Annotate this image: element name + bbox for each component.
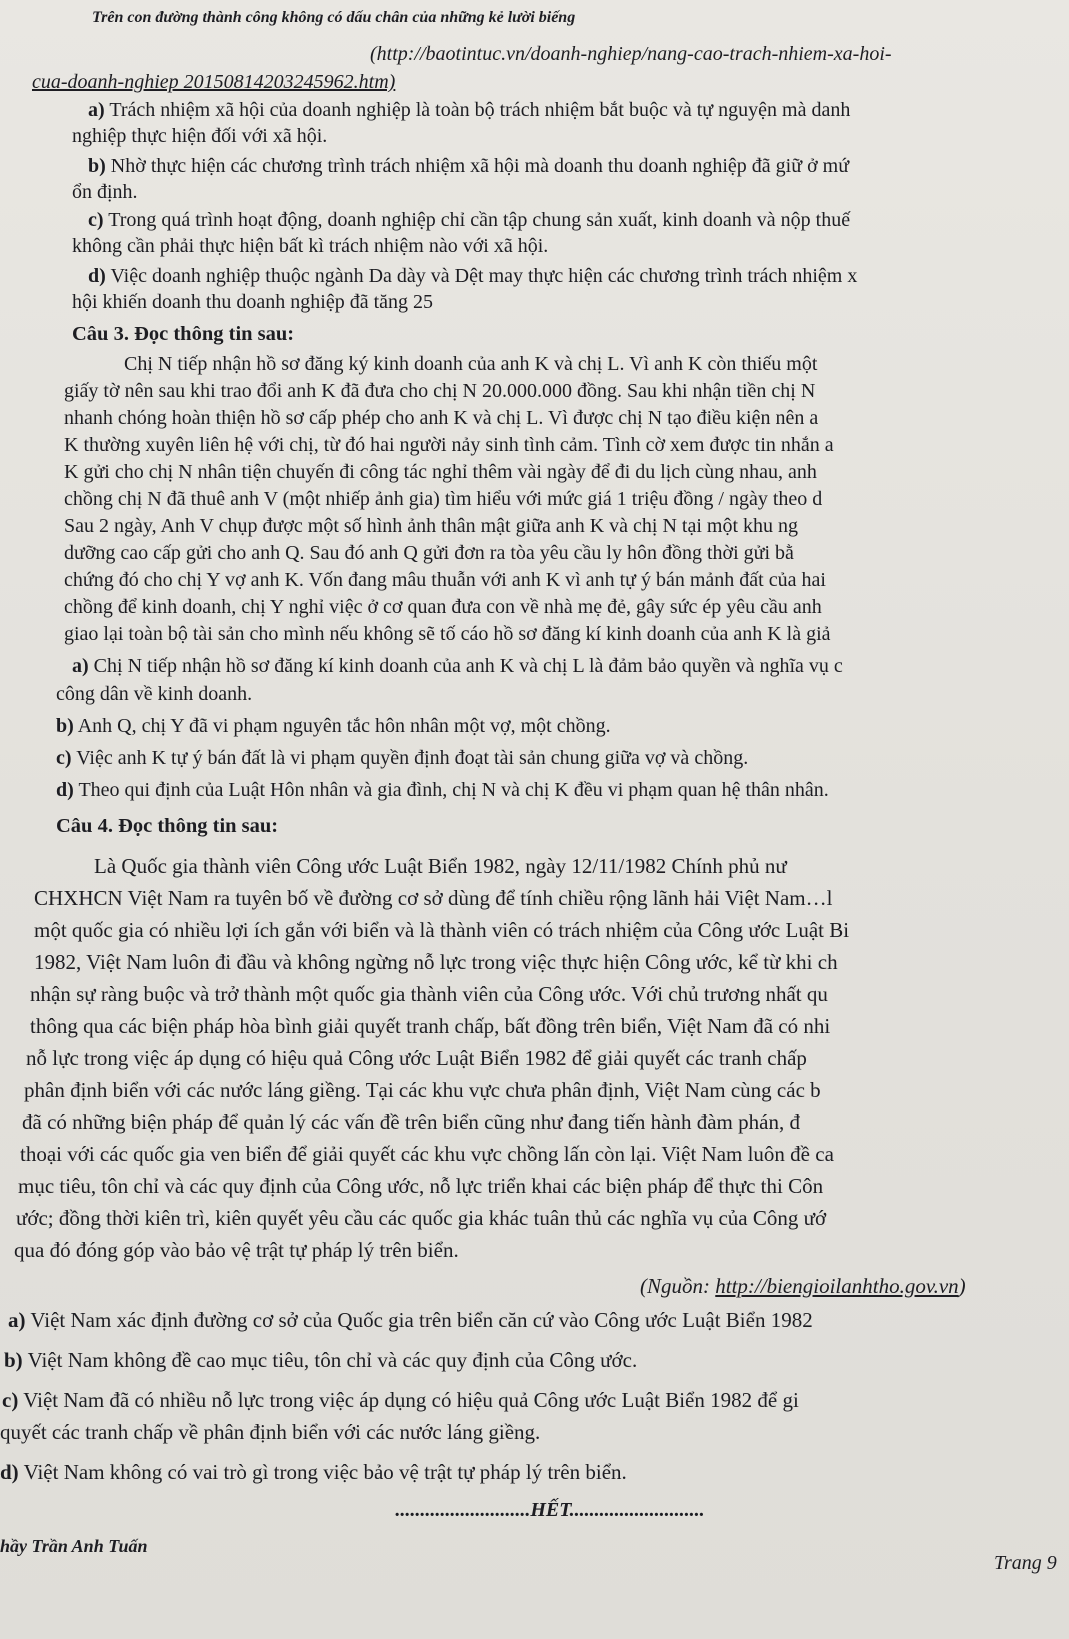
option-label: d) xyxy=(88,265,106,287)
q4-option-c xyxy=(2,1386,1069,1414)
q4-passage-line: ước; đồng thời kiên trì, kiên quyết yêu cầu các quốc gia khác tuân thủ các nghĩa vụ của Công ướ xyxy=(16,1206,827,1230)
q3-passage-line: chồng để kinh doanh, chị Y nghỉ việc ở cơ quan đưa con về nhà mẹ đẻ, gây sức ép yêu cầu anh xyxy=(64,596,822,618)
q3-passage-line: chồng chị N đã thuê anh V (một nhiếp ảnh gia) tìm hiểu với mức giá 1 triệu đồng / ngày theo d xyxy=(64,488,823,510)
option-label: a) xyxy=(88,99,105,121)
q4-passage-line: một quốc gia có nhiều lợi ích gắn với biển và là thành viên có trách nhiệm của Công ước Luật Bi xyxy=(34,918,850,942)
option-text: Anh Q, chị Y đã vi phạm nguyên tắc hôn nhân một vợ, một chồng. xyxy=(77,715,611,737)
q4-option-c-cont: quyết các tranh chấp về phân định biển với các nước láng giềng. xyxy=(0,1420,541,1444)
source-url-link[interactable]: http://biengioilanhtho.gov.vn xyxy=(715,1274,959,1298)
q2-option-b-cont: ổn định. xyxy=(72,181,138,203)
source-suffix: ) xyxy=(958,1274,966,1298)
option-label: b) xyxy=(4,1348,23,1372)
option-text: Việc anh K tự ý bán đất là vi phạm quyền định đoạt tài sản chung giữa vợ và chồng. xyxy=(76,747,749,769)
q2-option-c-cont: không cần phải thực hiện bất kì trách nhiệm nào với xã hội. xyxy=(72,235,549,257)
source-link-line1[interactable]: (http://baotintuc.vn/doanh-nghiep/nang-cao-trach-nhiem-xa-hoi- xyxy=(370,43,892,65)
option-label: a) xyxy=(72,655,89,677)
q4-passage-line: thông qua các biện pháp hòa bình giải quyết tranh chấp, bất đồng trên biển, Việt Nam đã có nhi xyxy=(30,1014,831,1038)
q4-passage-line: nhận sự ràng buộc và trở thành một quốc gia thành viên của Công ước. Với chủ trương nhất qu xyxy=(30,982,828,1006)
option-text: Theo qui định của Luật Hôn nhân và gia đình, chị N và chị K đều vi phạm quan hệ thân nhân. xyxy=(78,779,829,801)
option-label: c) xyxy=(88,209,104,231)
footer-page-number: Trang 9 xyxy=(994,1552,1057,1574)
q2-option-c xyxy=(88,206,1069,234)
q3-passage-line: giao lại toàn bộ tài sản cho mình nếu không sẽ tố cáo hồ sơ đăng kí kinh doanh của anh K là giả xyxy=(64,623,831,645)
source-link-line2[interactable]: cua-doanh-nghiep 20150814203245962.htm) xyxy=(32,71,396,93)
source-prefix: (Nguồn: xyxy=(640,1274,716,1298)
q4-passage-line: thoại với các quốc gia ven biển để giải quyết các khu vực chồng lấn còn lại. Việt Nam luôn đề ca xyxy=(20,1142,834,1166)
header-quote: Trên con đường thành công không có dấu chân của những kẻ lười biếng xyxy=(92,9,576,26)
q4-option-d xyxy=(0,1458,1069,1486)
q3-option-a-cont: công dân về kinh doanh. xyxy=(56,683,253,705)
q4-passage-line: CHXHCN Việt Nam ra tuyên bố về đường cơ sở dùng để tính chiều rộng lãnh hải Việt Nam…l xyxy=(34,886,833,910)
q3-passage-line: K thường xuyên liên hệ với chị, từ đó hai người nảy sinh tình cảm. Tình cờ xem được tin nhắn a xyxy=(64,434,834,456)
q3-option-a xyxy=(72,652,1069,680)
q3-option-d xyxy=(56,776,1069,804)
q3-option-b xyxy=(56,712,1069,740)
q4-source xyxy=(640,1272,1069,1300)
q3-passage-line: chứng đó cho chị Y vợ anh K. Vốn đang mâu thuẫn với anh K vì anh tự ý bán mảnh đất của hai xyxy=(64,569,826,591)
option-text: Việc doanh nghiệp thuộc ngành Da dày và Dệt may thực hiện các chương trình trách nhiệm x xyxy=(110,265,858,287)
option-text: Việt Nam không đề cao mục tiêu, tôn chỉ và các quy định của Công ước. xyxy=(27,1348,638,1372)
option-text: Trách nhiệm xã hội của doanh nghiệp là toàn bộ trách nhiệm bắt buộc và tự nguyện mà danh xyxy=(109,99,851,121)
q3-passage-line: K gửi cho chị N nhân tiện chuyến đi công tác nghỉ thêm vài ngày để đi du lịch cùng nhau, anh xyxy=(64,461,817,483)
option-label: c) xyxy=(2,1388,19,1412)
footer-author: hầy Trần Anh Tuấn xyxy=(0,1536,148,1556)
q4-passage-line: Là Quốc gia thành viên Công ước Luật Biển 1982, ngày 12/11/1982 Chính phủ nư xyxy=(94,854,787,878)
option-text: Việt Nam xác định đường cơ sở của Quốc gia trên biển căn cứ vào Công ước Luật Biển 1982 xyxy=(30,1308,813,1332)
q3-passage-line: giấy tờ nên sau khi trao đổi anh K đã đưa cho chị N 20.000.000 đồng. Sau khi nhận tiền chị N xyxy=(64,380,816,402)
end-marker: ...........................HẾT........................... xyxy=(395,1499,705,1521)
q3-passage-line: dưỡng cao cấp gửi cho anh Q. Sau đó anh Q gửi đơn ra tòa yêu cầu ly hôn đồng thời gửi bằ xyxy=(64,542,794,564)
q4-passage-line: đã có những biện pháp để quản lý các vấn đề trên biển cũng như đang tiến hành đàm phán, đ xyxy=(22,1110,800,1134)
q4-passage-line: mục tiêu, tôn chỉ và các quy định của Công ước, nỗ lực triển khai các biện pháp để thực thi Côn xyxy=(18,1174,824,1198)
option-text: Chị N tiếp nhận hồ sơ đăng kí kinh doanh của anh K và chị L là đảm bảo quyền và nghĩa vụ c xyxy=(93,655,843,677)
q4-option-b xyxy=(4,1346,1069,1374)
option-label: c) xyxy=(56,747,72,769)
q3-passage-line: Chị N tiếp nhận hồ sơ đăng ký kinh doanh của anh K và chị L. Vì anh K còn thiếu một xyxy=(124,353,818,375)
q3-passage-line: nhanh chóng hoàn thiện hồ sơ cấp phép cho anh K và chị L. Vì được chị N tạo điều kiện nên a xyxy=(64,407,819,429)
q2-option-a xyxy=(88,96,1069,124)
q4-passage-line: qua đó đóng góp vào bảo vệ trật tự pháp lý trên biển. xyxy=(14,1238,459,1262)
option-label: b) xyxy=(88,155,106,177)
option-text: Trong quá trình hoạt động, doanh nghiệp chỉ cần tập chung sản xuất, kinh doanh và nộp thuế xyxy=(108,209,851,231)
q3-option-c xyxy=(56,744,1069,772)
option-label: b) xyxy=(56,715,74,737)
option-label: d) xyxy=(56,779,74,801)
option-text: Việt Nam đã có nhiều nỗ lực trong việc áp dụng có hiệu quả Công ước Luật Biển 1982 để gi xyxy=(23,1388,799,1412)
option-text: Nhờ thực hiện các chương trình trách nhiệm xã hội mà doanh thu doanh nghiệp đã giữ ở mứ xyxy=(110,155,850,177)
q2-option-b xyxy=(88,152,1069,180)
option-label: a) xyxy=(8,1308,26,1332)
q4-passage-line: nỗ lực trong việc áp dụng có hiệu quả Công ước Luật Biển 1982 để giải quyết các tranh chấp xyxy=(26,1046,807,1070)
q3-passage-line: Sau 2 ngày, Anh V chụp được một số hình ảnh thân mật giữa anh K và chị N tại một khu ng xyxy=(64,515,799,537)
q4-title: Câu 4. Đọc thông tin sau: xyxy=(56,815,279,837)
option-text: Việt Nam không có vai trò gì trong việc bảo vệ trật tự pháp lý trên biển. xyxy=(23,1460,627,1484)
q2-option-d xyxy=(88,262,1069,290)
q2-option-a-cont: nghiệp thực hiện đối với xã hội. xyxy=(72,125,328,147)
q2-option-d-cont: hội khiến doanh thu doanh nghiệp đã tăng 25 xyxy=(72,291,434,313)
q4-passage-line: phân định biển với các nước láng giềng. Tại các khu vực chưa phân định, Việt Nam cùng các b xyxy=(24,1078,821,1102)
option-label: d) xyxy=(0,1460,19,1484)
q3-title: Câu 3. Đọc thông tin sau: xyxy=(72,323,295,345)
q4-option-a xyxy=(8,1306,1069,1334)
q4-passage-line: 1982, Việt Nam luôn đi đầu và không ngừng nỗ lực trong việc thực hiện Công ước, kể từ khi ch xyxy=(34,950,838,974)
